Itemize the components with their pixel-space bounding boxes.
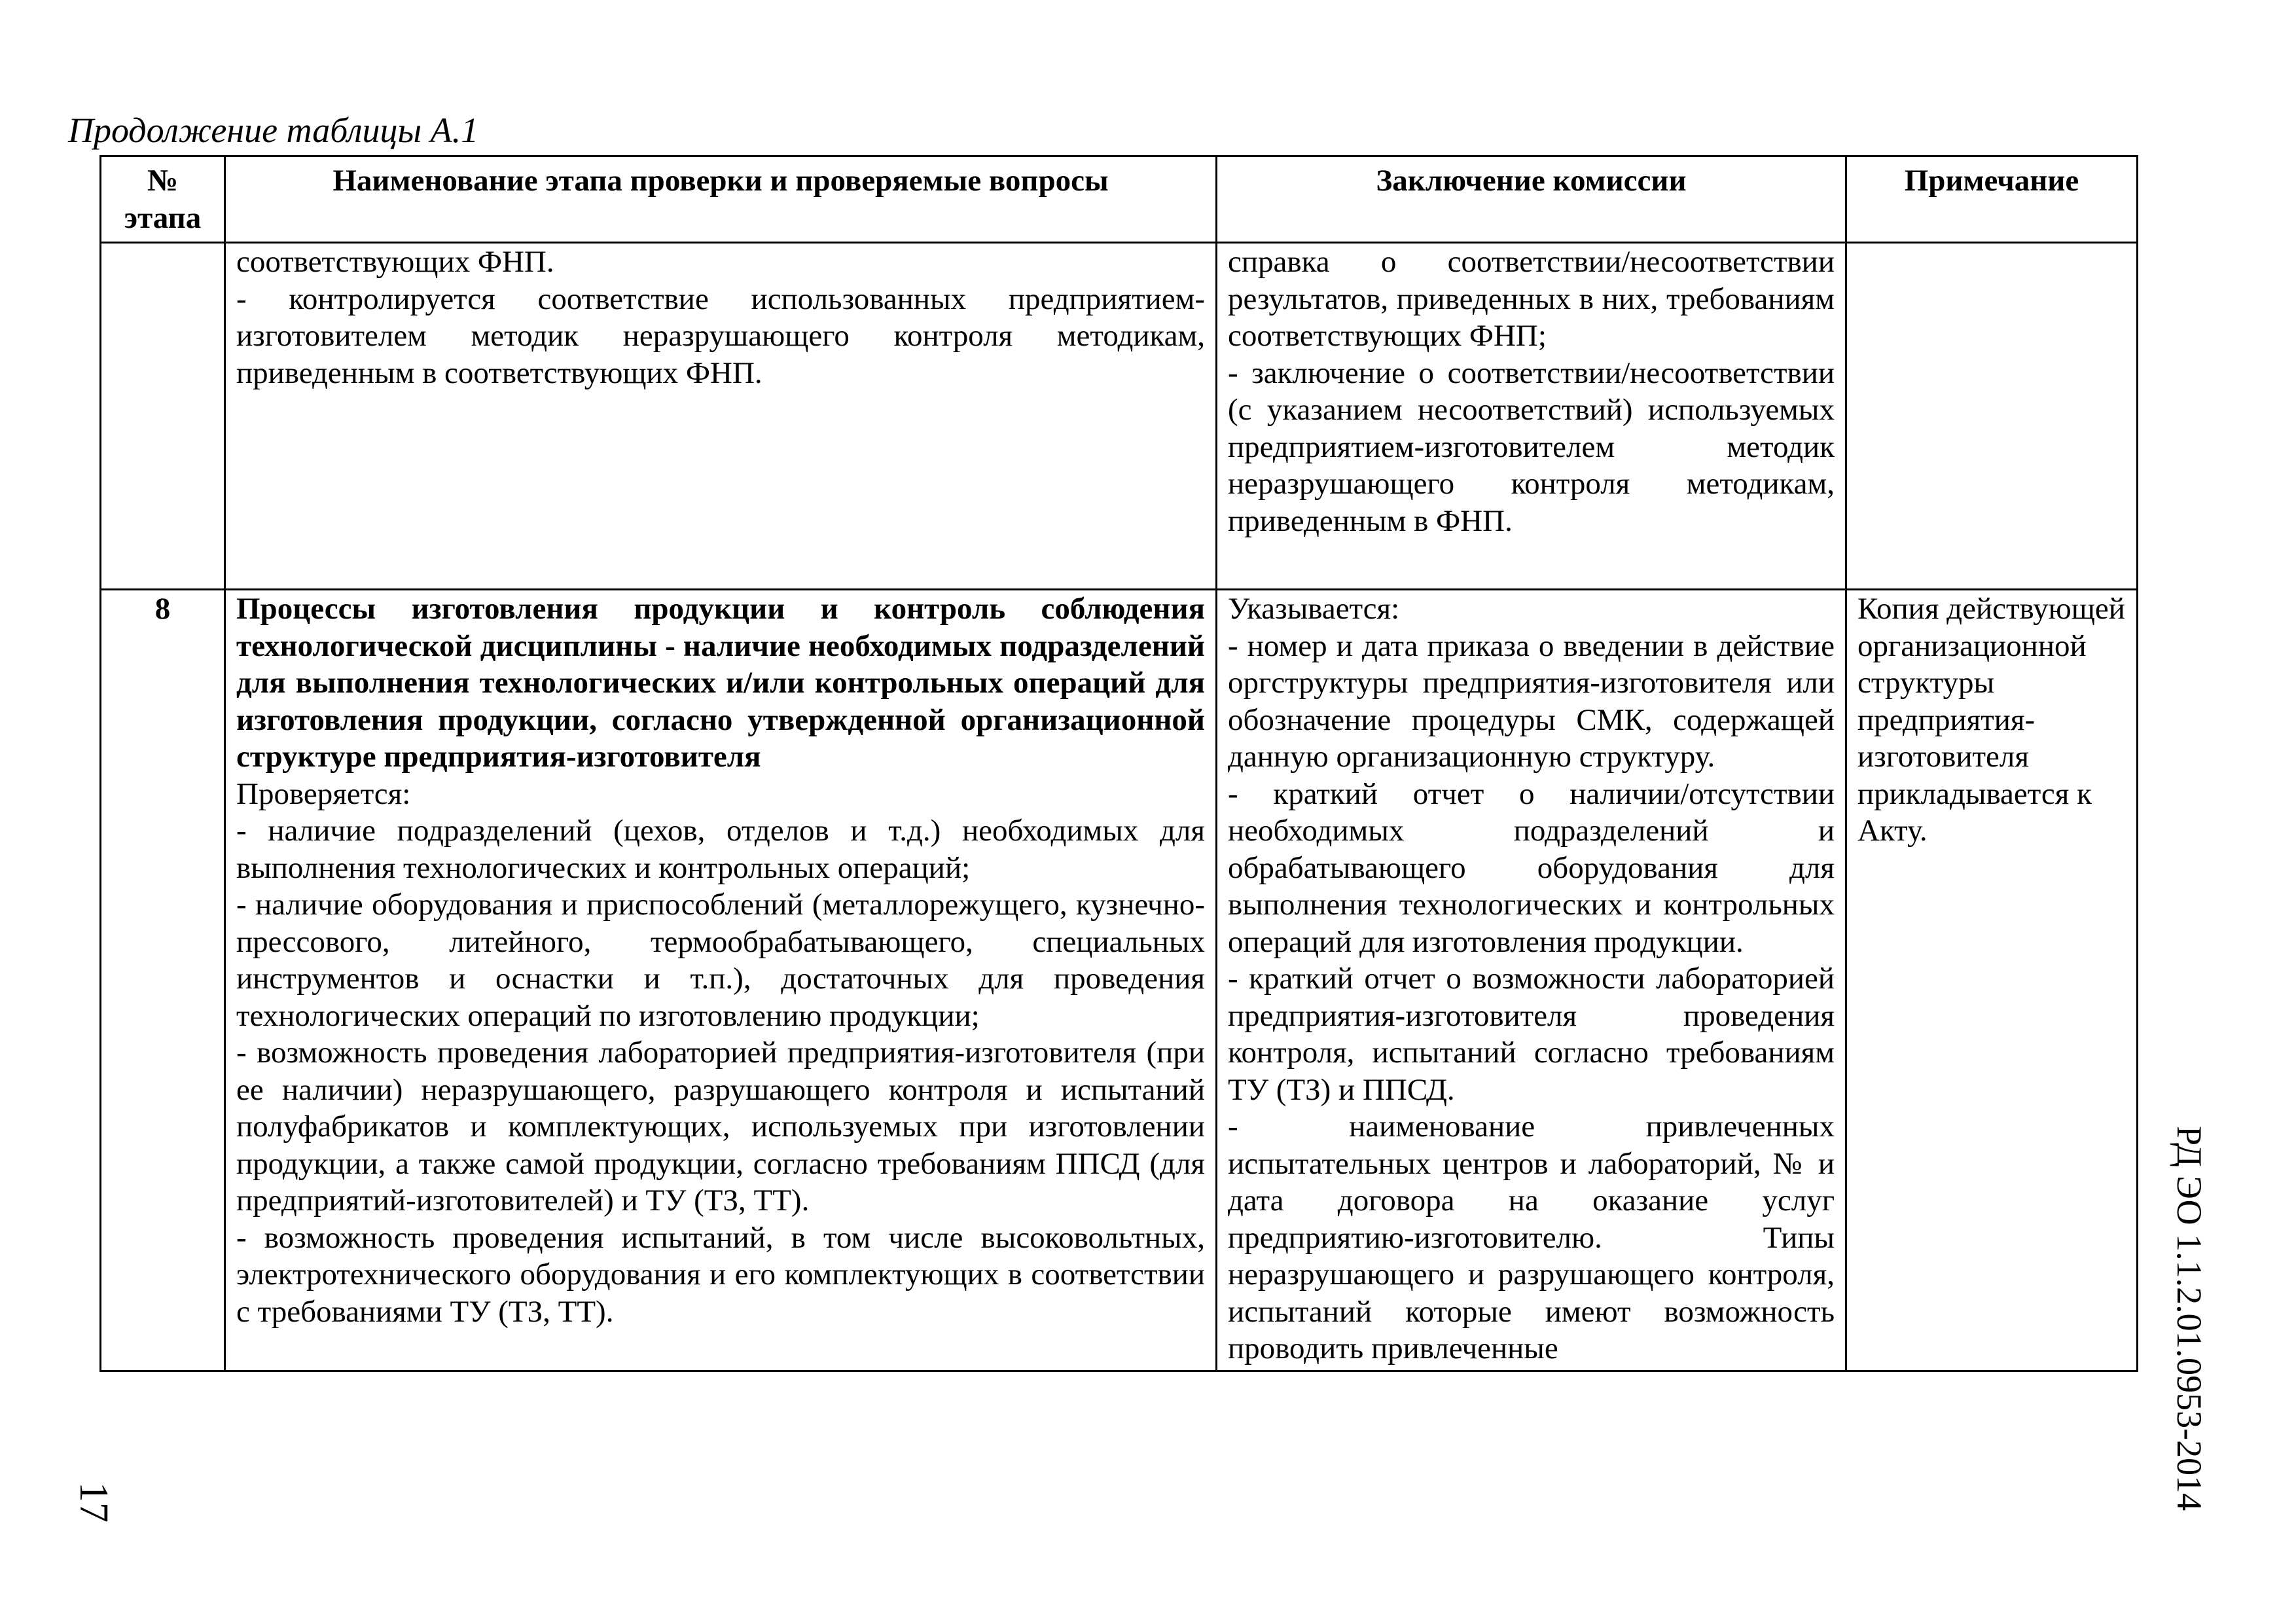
stage-line: - наличие подразделений (цехов, отделов и т.д.) необходимых для выполнения технологических и контрольных операций; xyxy=(236,814,1205,885)
stage-line: Проверяется: xyxy=(236,776,411,811)
table-header-row xyxy=(101,156,2138,243)
cell-stage-number: 8 xyxy=(101,590,225,1371)
cell-stage-conclusion xyxy=(1217,590,1846,1371)
document-code: РД ЭО 1.1.2.01.0953-2014 xyxy=(2170,1126,2209,1511)
cell-stage-description xyxy=(225,590,1217,1371)
stage-line: соответствующих ФНП. xyxy=(236,245,554,279)
stage-line: - наличие оборудования и приспособлений (металлорежущего, кузнечно-прессового, литейного, термообрабатывающего, специальных инструментов и оснастки и т.п.), достаточных для проведения технологических операций по изготовлению продукции; xyxy=(236,888,1205,1033)
table-row-continued xyxy=(101,243,2138,590)
cell-number-continued xyxy=(101,243,225,590)
conclusion-line: Указывается: xyxy=(1228,592,1400,626)
inspection-table xyxy=(99,155,2138,1372)
table-caption: Продолжение таблицы А.1 xyxy=(68,111,479,150)
conclusion-line: - номер и дата приказа о введении в действие оргструктуры предприятия-изготовителя или обозначение процедуры СМК, содержащей данную организационную структуру. xyxy=(1228,628,1835,774)
header-stage-name: Наименование этапа проверки и проверяемые вопросы xyxy=(225,156,1217,243)
table-row-stage-8 xyxy=(101,590,2138,1371)
cell-note-continued xyxy=(1846,243,2138,590)
conclusion-line: - наименование привлеченных испытательных центров и лабораторий, № и дата договора на оказание услуг предприятию-изготовителю. Типы неразрушающего и разрушающего контроля, испытаний которые имеют возможность проводить привлеченные xyxy=(1228,1110,1835,1365)
header-note: Примечание xyxy=(1846,156,2138,243)
stage-title: Процессы изготовления продукции и контроль соблюдения технологической дисциплины - наличие необходимых подразделений для выполнения технологических и/или контрольных операций для изготовления продукции, согласно утвержденной организационной структуре предприятия-изготовителя xyxy=(236,592,1205,774)
conclusion-line: - заключение о соответствии/несоответствии (с указанием несоответствий) используемых предприятием-изготовителем методик неразрушающего контроля методикам, приведенным в ФНП. xyxy=(1228,355,1835,538)
conclusion-line: - краткий отчет о возможности лабораторией предприятия-изготовителя проведения контроля, испытаний согласно требованиям ТУ (ТЗ) и ППСД. xyxy=(1228,962,1835,1107)
cell-stage-continued xyxy=(225,243,1217,590)
conclusion-line: - краткий отчет о наличии/отсутствии необходимых подразделений и обрабатывающего оборудования для выполнения технологических и контрольных операций для изготовления продукции. xyxy=(1228,776,1835,959)
stage-line: - возможность проведения испытаний, в том числе высоковольтных, электротехнического оборудования и его комплектующих в соответствии с требованиями ТУ (ТЗ, ТТ). xyxy=(236,1220,1205,1329)
header-stage-number: № этапа xyxy=(101,156,225,243)
stage-line: - возможность проведения лабораторией предприятия-изготовителя (при ее наличии) неразрушающего, разрушающего контроля и испытаний полуфабрикатов и комплектующих, используемых при изготовлении продукции, а также самой продукции, согласно требованиям ППСД (для предприятий-изготовителей) и ТУ (ТЗ, ТТ). xyxy=(236,1036,1205,1218)
stage-line: - контролируется соответствие использованных предприятием-изготовителем методик неразрушающего контроля методикам, приведенным в соответствующих ФНП. xyxy=(236,281,1205,390)
page-number: 17 xyxy=(71,1482,116,1523)
cell-conclusion-continued xyxy=(1217,243,1846,590)
header-conclusion: Заключение комиссии xyxy=(1217,156,1846,243)
conclusion-line: справка о соответствии/несоответствии результатов, приведенных в них, требованиям соответствующих ФНП; xyxy=(1228,245,1835,353)
cell-stage-note: Копия действующей организационной структуры предприятия-изготовителя прикладывается к Акту. xyxy=(1846,590,2138,1371)
